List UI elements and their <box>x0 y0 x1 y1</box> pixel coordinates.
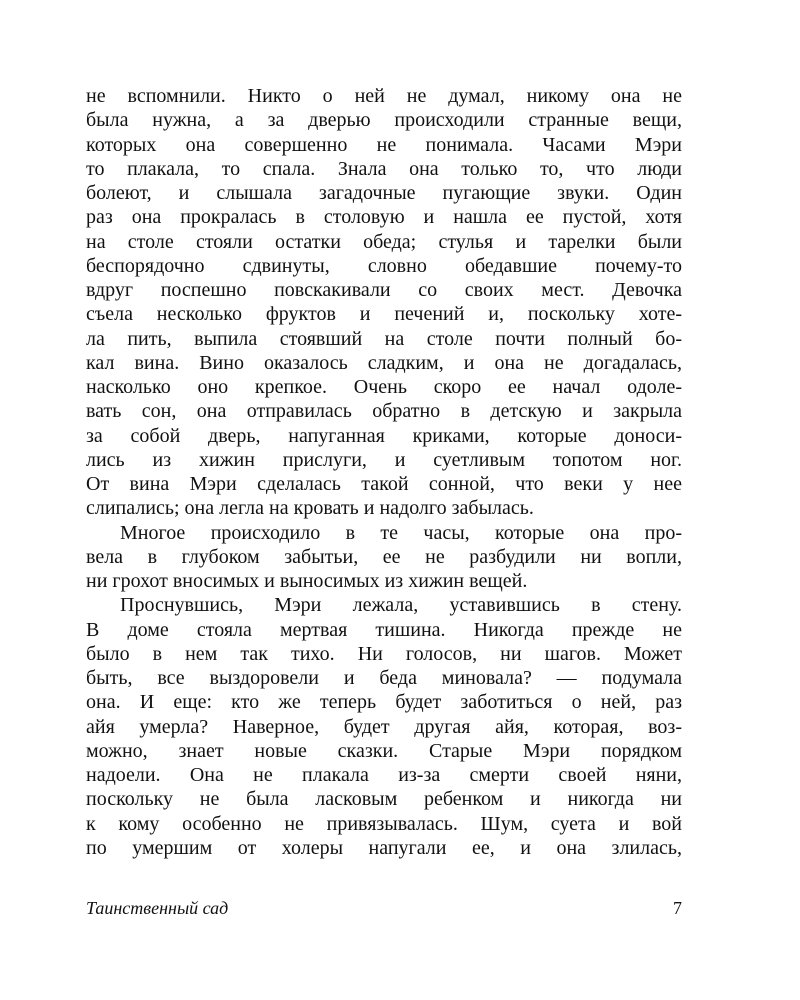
page-footer <box>86 894 682 922</box>
text-line: съела несколько фруктов и печений и, поскольку хоте- <box>86 303 682 326</box>
text-line: была нужна, а за дверью происходили странные вещи, <box>86 109 682 132</box>
text-line: слипались; она легла на кровать и надолго забылась. <box>86 497 534 520</box>
text-line: не вспомнили. Никто о ней не думал, никому она не <box>86 85 682 107</box>
text-line: болеют, и слышала загадочные пугающие звуки. Один <box>86 182 682 204</box>
text-line: быть, все выздоровели и беда миновала? — подумала <box>86 667 682 689</box>
text-line: раз она прокралась в столовую и нашла ее пустой, хотя <box>86 206 682 229</box>
text-line: В доме стояла мертвая тишина. Никогда прежде не <box>86 618 682 641</box>
text-line: кал вина. Вино оказалось сладким, и она не догадалась, <box>86 351 682 374</box>
text-line: на столе стояли остатки обеда; стулья и тарелки были <box>86 230 682 253</box>
text-line: Проснувшись, Мэри лежала, уставившись в стену. <box>120 594 682 617</box>
text-line: ла пить, выпила стоявший на столе почти полный бо- <box>86 327 682 350</box>
page-number: 7 <box>673 898 682 918</box>
text-line: ни грохот вносимых и выносимых из хижин вещей. <box>86 570 528 592</box>
text-line: вела в глубоком забытьи, ее не разбудили ни вопли, <box>86 545 682 568</box>
text-line: вдруг поспешно повскакивали со своих мест. Девочка <box>86 279 682 301</box>
text-line: От вина Мэри сделалась такой сонной, что веки у нее <box>86 473 682 495</box>
text-line: айя умерла? Наверное, будет другая айя, которая, воз- <box>86 715 682 738</box>
text-line: лись из хижин прислуги, и суетливым топотом ног. <box>86 448 682 471</box>
text-line: за собой дверь, напуганная криками, которые доноси- <box>86 424 682 447</box>
text-line: было в нем так тихо. Ни голосов, ни шагов. Может <box>86 642 682 665</box>
text-line: которых она совершенно не понимала. Часами Мэри <box>86 133 682 156</box>
text-line: к кому особенно не привязывалась. Шум, суета и вой <box>86 812 682 835</box>
text-line: вать сон, она отправилась обратно в детскую и закрыла <box>86 400 682 423</box>
text-line: надоели. Она не плакала из-за смерти своей няни, <box>86 764 682 786</box>
text-line: по умершим от холеры напугали ее, и она злилась, <box>86 836 682 859</box>
text-line: поскольку не была ласковым ребенком и никогда ни <box>86 788 682 811</box>
text-line: беспорядочно сдвинуты, словно обедавшие почему-то <box>86 254 682 277</box>
text-line: можно, знает новые сказки. Старые Мэри порядком <box>86 739 682 762</box>
running-title: Таинственный сад <box>86 898 229 918</box>
text-line: Многое происходило в те часы, которые она про- <box>120 521 682 544</box>
text-line: то плакала, то спала. Знала она только то, что люди <box>86 157 682 180</box>
body-text <box>86 84 682 860</box>
text-line: насколько оно крепкое. Очень скоро ее начал одоле- <box>86 376 682 398</box>
text-line: она. И еще: кто же теперь будет заботиться о ней, раз <box>86 691 682 714</box>
